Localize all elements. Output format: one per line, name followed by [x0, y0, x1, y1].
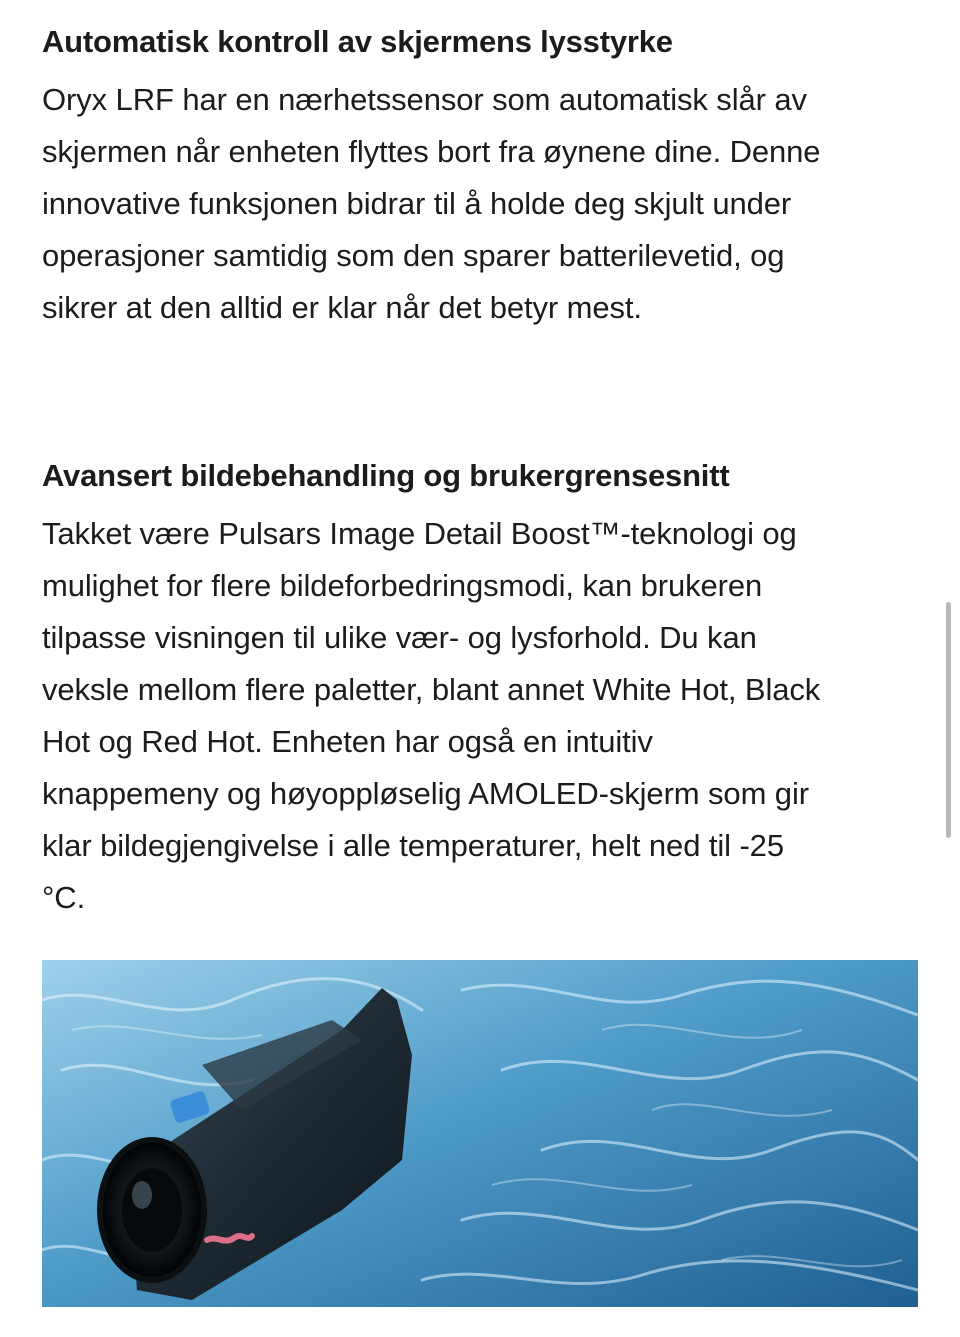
paragraph-line: Oryx LRF har en nærhetssensor som automatisk slår av — [42, 82, 807, 117]
paragraph-line: innovative funksjonen bidrar til å holde deg skjult under — [42, 186, 792, 221]
section-paragraph — [42, 508, 922, 924]
paragraph-line: Takket være Pulsars Image Detail Boost™-teknologi og — [42, 516, 797, 551]
paragraph-line: °C. — [42, 880, 86, 915]
paragraph-line: veksle mellom flere paletter, blant annet White Hot, Black — [42, 672, 821, 707]
paragraph-line: tilpasse visningen til ulike vær- og lysforhold. Du kan — [42, 620, 757, 655]
paragraph-line: knappemeny og høyoppløselig AMOLED-skjerm som gir — [42, 776, 809, 811]
section-paragraph — [42, 74, 922, 334]
paragraph-line: sikrer at den alltid er klar når det betyr mest. — [42, 290, 642, 325]
paragraph-line: skjermen når enheten flyttes bort fra øynene dine. Denne — [42, 134, 821, 169]
paragraph-line: mulighet for flere bildeforbedringsmodi, kan brukeren — [42, 568, 763, 603]
scrollbar-thumb[interactable] — [946, 602, 951, 838]
thermal-monocular-in-water-image — [42, 960, 918, 1307]
section-screen-brightness — [42, 0, 922, 334]
section-heading: Avansert bildebehandling og brukergrensesnitt — [42, 458, 730, 493]
section-heading: Automatisk kontroll av skjermens lysstyrke — [42, 24, 673, 59]
section-image-processing — [42, 456, 922, 924]
paragraph-line: Hot og Red Hot. Enheten har også en intuitiv — [42, 724, 653, 759]
paragraph-line: klar bildegjengivelse i alle temperaturer, helt ned til -25 — [42, 828, 784, 863]
paragraph-line: operasjoner samtidig som den sparer batterilevetid, og — [42, 238, 785, 273]
